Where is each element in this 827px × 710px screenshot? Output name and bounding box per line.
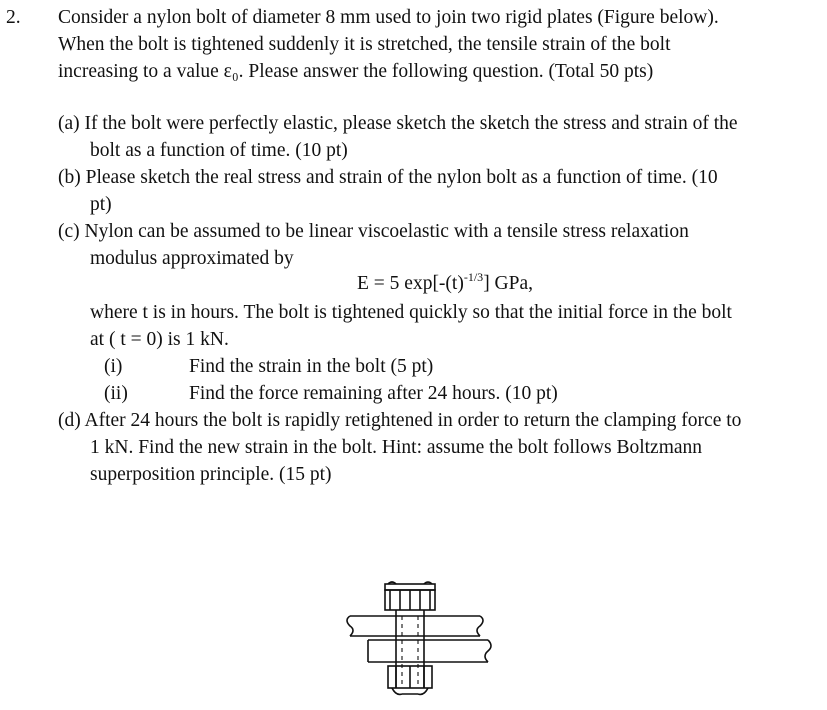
part-c-line-2: modulus approximated by [90,248,294,269]
modulus-formula [357,270,533,297]
formula-suffix: ] GPa, [483,273,534,294]
intro-line-1: Consider a nylon bolt of diameter 8 mm used to join two rigid plates (Figure below). [58,7,719,28]
part-c-line-3: where t is in hours. The bolt is tightened quickly so that the initial force in the bolt [90,302,732,323]
question-number: 2. [6,7,21,28]
sub-i-label: (i) [104,356,123,377]
part-d-line-3: superposition principle. (15 pt) [90,464,332,485]
intro-line-2: When the bolt is tightened suddenly it is stretched, the tensile strain of the bolt [58,34,671,55]
part-c-line-4: at ( t = 0) is 1 kN. [90,329,229,350]
formula-prefix: E = 5 exp[-(t) [357,273,464,294]
part-a-line-1: (a) If the bolt were perfectly elastic, please sketch the sketch the stress and strain of the [58,113,738,134]
intro-line-3: increasing to a value ε₀. Please answer the following question. (Total 50 pts) [58,61,654,82]
upper-plate [347,616,483,636]
bolt-plate-figure [330,580,500,710]
part-c-line-1: (c) Nylon can be assumed to be linear viscoelastic with a tensile stress relaxation [58,221,689,242]
part-b-line-1: (b) Please sketch the real stress and strain of the nylon bolt as a function of time. (10 [58,167,718,188]
bolt-nut [388,666,432,694]
part-d-line-2: 1 kN. Find the new strain in the bolt. Hint: assume the bolt follows Boltzmann [90,437,703,458]
sub-i-text: Find the strain in the bolt (5 pt) [189,356,434,377]
sub-ii-label: (ii) [104,383,128,404]
sub-ii-text: Find the force remaining after 24 hours. (10 pt) [189,383,558,404]
part-a-line-2: bolt as a function of time. (10 pt) [90,140,348,161]
bolt-head [385,582,435,610]
part-d-line-1: (d) After 24 hours the bolt is rapidly retightened in order to return the clamping force to [58,410,742,431]
formula-exponent: -1/3 [463,269,484,284]
part-b-line-2: pt) [90,194,112,215]
lower-plate [368,640,491,662]
